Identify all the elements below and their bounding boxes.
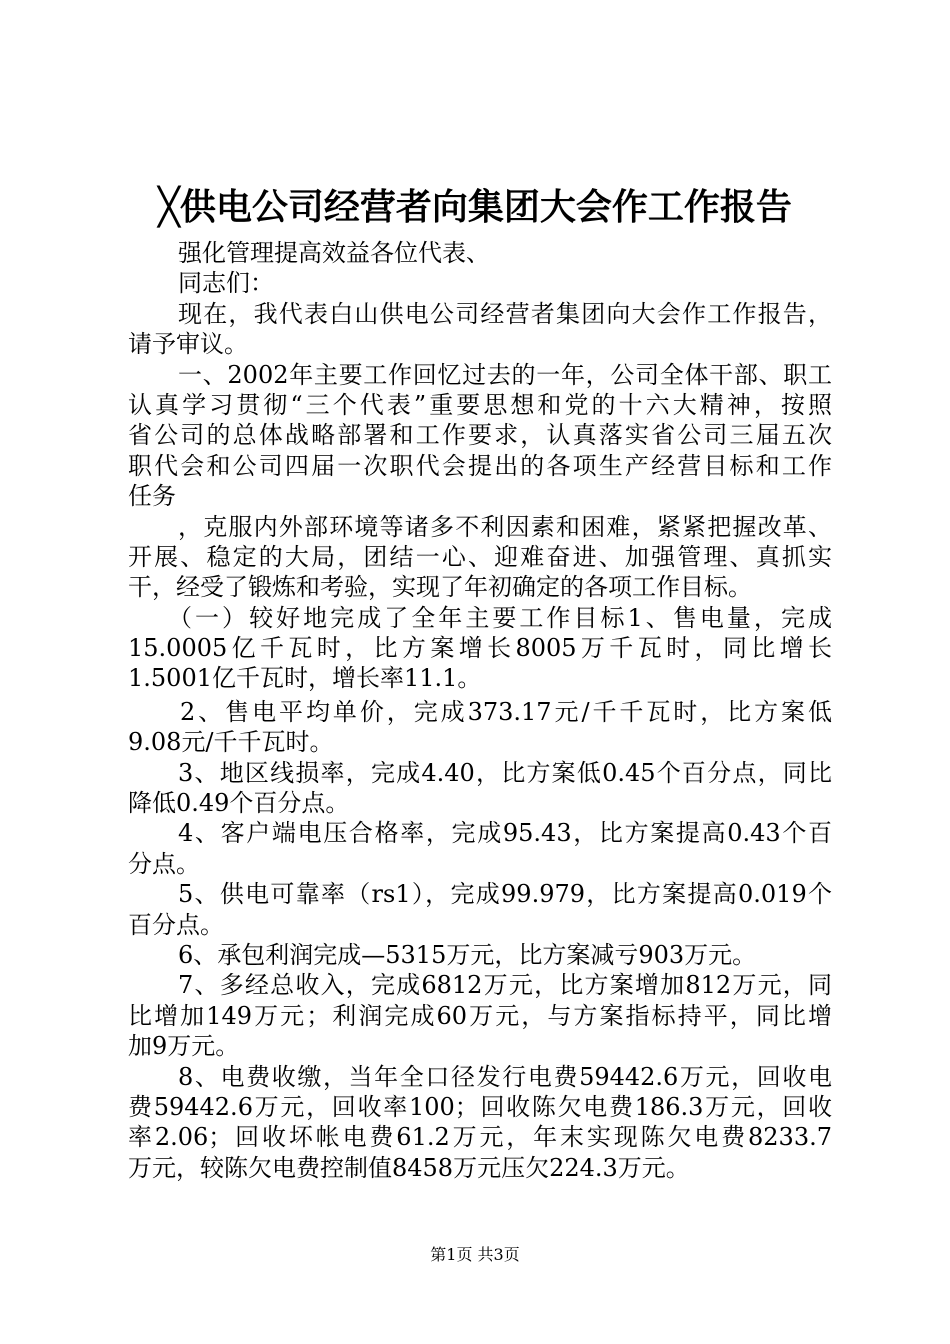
paragraph-line: 3、地区线损率，完成4.40，比方案低0.45个百分点，同比 — [178, 758, 832, 787]
paragraph-line: 分点。 — [128, 849, 200, 878]
salutation-line: 同志们： — [178, 269, 274, 298]
paragraph-line: 6、承包利润完成—5315万元，比方案减亏903万元。 — [178, 940, 757, 969]
paragraph-line: 7、多经总收入，完成6812万元，比方案增加812万元，同 — [178, 971, 832, 1000]
paragraph-line: 干，经受了锻炼和考验，实现了年初确定的各项工作目标。 — [128, 573, 752, 602]
paragraph-line: 万元，较陈欠电费控制值8458万元压欠224.3万元。 — [128, 1153, 690, 1182]
page-number-footer: 第1页 共3页 — [430, 1245, 520, 1264]
paragraph-line: ，克服内外部环境等诸多不利因素和困难，紧紧把握改革、 — [178, 512, 832, 541]
paragraph-line: 5、供电可靠率（rs1），完成99.979，比方案提高0.019个 — [178, 880, 832, 909]
paragraph-line: 请予审议。 — [128, 330, 248, 359]
paragraph-line: 职代会和公司四届一次职代会提出的各项生产经营目标和工作 — [128, 451, 832, 480]
paragraph-line: 率2.06；回收坏帐电费61.2万元，年末实现陈欠电费8233.7 — [128, 1123, 832, 1152]
paragraph-line: 现在，我代表白山供电公司经营者集团向大会作工作报告， — [178, 299, 832, 328]
paragraph-line: 任务 — [128, 482, 176, 511]
paragraph-line: 9.08元/千千瓦时。 — [128, 728, 334, 757]
document-title: ╳供电公司经营者向集团大会作工作报告 — [158, 187, 792, 228]
paragraph-line: 一、2002年主要工作回忆过去的一年，公司全体干部、职工 — [178, 360, 832, 389]
salutation-line: 强化管理提高效益各位代表、 — [178, 239, 490, 267]
paragraph-line: 费59442.6万元，回收率100；回收陈欠电费186.3万元，回收 — [128, 1092, 832, 1121]
paragraph-line: 认真学习贯彻“三个代表”重要思想和党的十六大精神，按照 — [128, 390, 832, 419]
paragraph-line: 比增加149万元；利润完成60万元，与方案指标持平，同比增 — [128, 1001, 832, 1030]
document-body — [128, 238, 832, 1183]
paragraph-line: 4、客户端电压合格率，完成95.43，比方案提高0.43个百 — [178, 819, 832, 848]
paragraph-line: 省公司的总体战略部署和工作要求，认真落实省公司三届五次 — [128, 421, 832, 450]
paragraph-line: 百分点。 — [128, 910, 224, 939]
paragraph-line: 8、电费收缴，当年全口径发行电费59442.6万元，回收电 — [178, 1062, 832, 1091]
paragraph-line: 15.0005亿千瓦时，比方案增长8005万千瓦时，同比增长 — [128, 634, 832, 663]
paragraph-line: 开展、稳定的大局，团结一心、迎难奋进、加强管理、真抓实 — [128, 542, 832, 571]
paragraph-line: 降低0.49个百分点。 — [128, 789, 350, 818]
paragraph-line: （一）较好地完成了全年主要工作目标1、售电量，完成 — [168, 603, 832, 632]
paragraph-line: 加9万元。 — [128, 1032, 240, 1061]
paragraph-line: 1.5001亿千瓦时，增长率11.1。 — [128, 664, 482, 693]
paragraph-line: 2、售电平均单价，完成373.17元/千千瓦时，比方案低 — [180, 697, 832, 726]
